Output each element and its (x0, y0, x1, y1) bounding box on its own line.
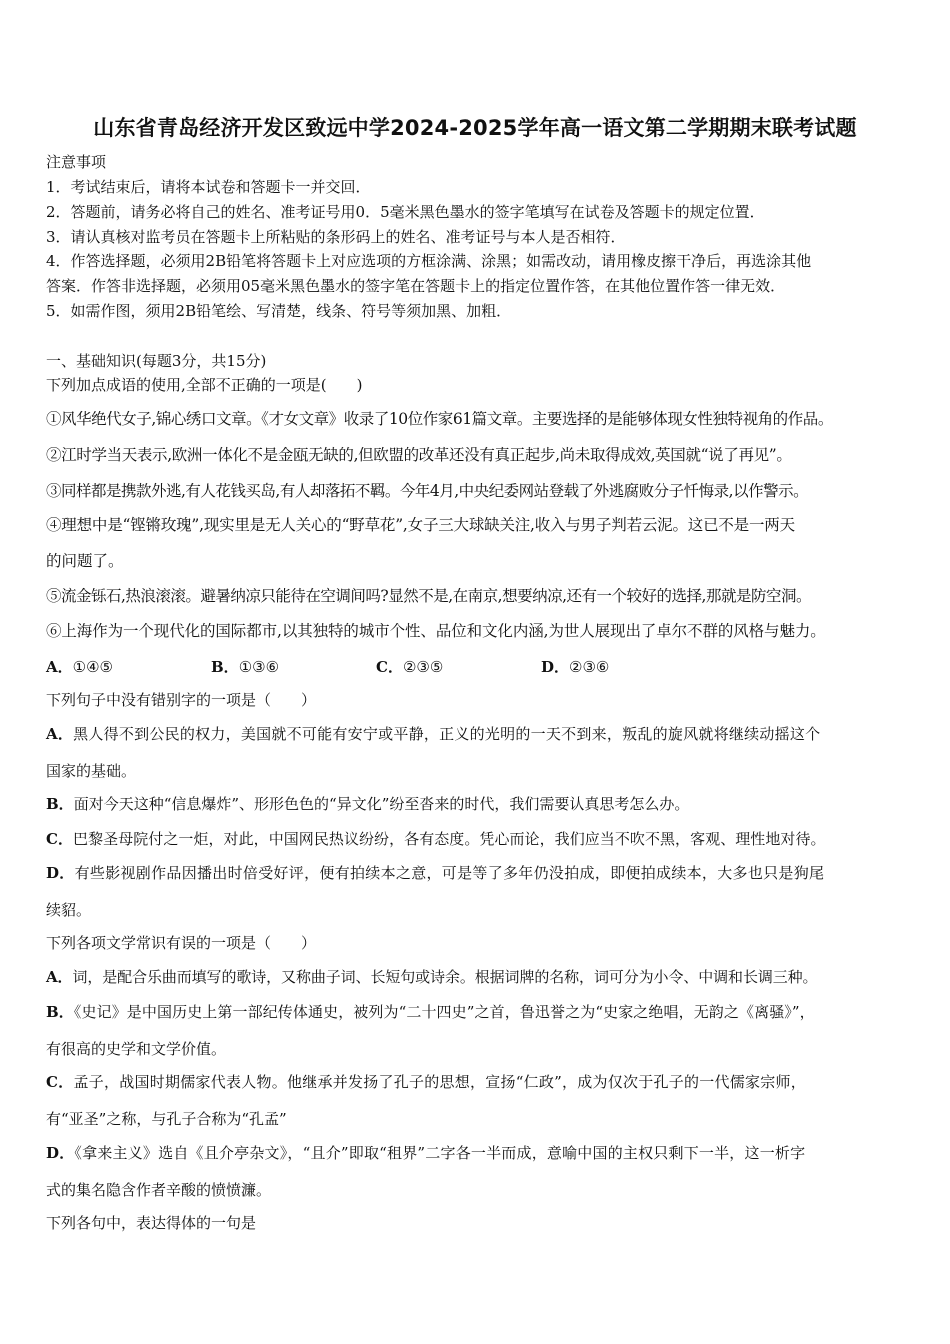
question-2-option (46, 863, 824, 883)
question-3-option (46, 1180, 271, 1200)
option-text: 有些影视剧作品因播出时倍受好评，便有拍续本之意，可是等了多年仍没拍成，即便拍成续本，大多也只是狗尾 (74, 864, 825, 882)
question-1-item: ③同样都是携款外逃,有人花钱买岛,有人却落拓不羁。今年4月,中央纪委网站登载了外逃腐败分子忏悔录,以作警示。 (46, 482, 809, 500)
option-text: 面对今天这种“信息爆炸”、形形色色的“异文化”纷至沓来的时代，我们需要认真思考怎么办。 (73, 795, 690, 813)
question-3-option (46, 967, 817, 987)
question-1-item: ②江时学当天表示,欧洲一体化不是金瓯无缺的,但欧盟的改革还没有真正起步,尚未取得成效,英国就“说了再见”。 (46, 446, 792, 464)
question-2-option (46, 829, 826, 849)
question-2-option (46, 724, 820, 744)
notice-line: 2．答题前，请务必将自己的姓名、准考证号用0．5毫米黑色墨水的签字笔填写在试卷及答题卡的规定位置． (46, 203, 765, 221)
option-label: B． (46, 795, 74, 813)
option-text: 巴黎圣母院付之一炬，对此，中国网民热议纷纷，各有态度。凭心而论，我们应当不吹不黑，客观、理性地对待。 (73, 830, 826, 848)
option-text: ①③⑥ (238, 658, 280, 676)
option-label: D． (541, 658, 570, 676)
option-a (46, 657, 211, 677)
question-3-option (46, 1039, 226, 1059)
option-text: 式的集名隐含作者辛酸的愤愤濂。 (46, 1181, 272, 1199)
option-text: ①④⑤ (72, 658, 113, 676)
option-text: 《拿来主义》选自《且介亭杂文》，“且介”即取“租界”二字各一半而成，意喻中国的主权只剩下一半，这一析字 (74, 1144, 806, 1162)
option-label: C． (46, 830, 74, 848)
option-text: 国家的基础。 (46, 762, 137, 780)
option-label: D． (46, 1144, 75, 1162)
option-text: 黑人得不到公民的权力，美国就不可能有安宁或平静，正义的光明的一天不到来，叛乱的旋风就将继续动摇这个 (73, 725, 821, 743)
question-3-option (46, 1109, 287, 1129)
option-label: A． (46, 968, 73, 986)
question-3-stem: 下列各项文学常识有误的一项是（ ） (46, 934, 317, 952)
question-2-stem: 下列句子中没有错别字的一项是（ ） (46, 691, 317, 709)
question-2-option (46, 900, 91, 920)
option-label: A． (46, 725, 74, 743)
option-d (541, 657, 706, 677)
option-text: 《史记》是中国历史上第一部纪传体通史，被列为“二十四史”之首，鲁迅誉之为“史家之绝唱，无韵之《离骚》”， (73, 1003, 815, 1021)
option-label: C． (376, 658, 403, 676)
question-2-option (46, 761, 136, 781)
question-1-item: 的问题了。 (46, 552, 124, 570)
question-1-item: ⑤流金铄石,热浪滚滚。避暑纳凉只能待在空调间吗?显然不是,在南京,想要纳凉,还有一个较好的选择,那就是防空洞。 (46, 587, 811, 605)
option-b (211, 657, 376, 677)
question-1-item: ⑥上海作为一个现代化的国际都市,以其独特的城市个性、品位和文化内涵,为世人展现出了卓尔不群的风格与魅力。 (46, 622, 826, 640)
option-c (376, 657, 541, 677)
question-2-option (46, 794, 689, 814)
option-text: ②③⑥ (569, 658, 610, 676)
option-label: A． (46, 658, 73, 676)
option-label: D． (46, 864, 75, 882)
notice-line: 5．如需作图，须用2B铅笔绘、写清楚，线条、符号等须加黑、加粗． (46, 302, 512, 320)
section-heading: 一、基础知识(每题3分，共15分) (46, 352, 267, 370)
option-text: ②③⑤ (402, 658, 444, 676)
option-label: C． (46, 1073, 74, 1091)
option-text: 孟子，战国时期儒家代表人物。他继承并发扬了孔子的思想，宣扬“仁政”，成为仅次于孔子的一代儒家宗师， (73, 1073, 807, 1091)
notice-heading: 注意事项 (46, 153, 107, 171)
notice-line: 答案．作答非选择题，必须用05毫米黑色墨水的签字笔在答题卡上的指定位置作答，在其他位置作答一律无效． (46, 277, 786, 295)
question-1-options (46, 657, 706, 677)
notice-line: 3．请认真核对监考员在答题卡上所粘贴的条形码上的姓名、准考证号与本人是否相符． (46, 228, 626, 246)
question-4-stem: 下列各句中，表达得体的一句是 (46, 1214, 257, 1232)
option-label: B． (211, 658, 239, 676)
question-1-item: ④理想中是“铿锵玫瑰”,现实里是无人关心的“野草花”,女子三大球缺关注,收入与男子判若云泥。这已不是一两天 (46, 516, 795, 534)
question-1-item: ①风华绝代女子,锦心绣口文章。《才女文章》收录了10位作家61篇文章。主要选择的是能够体现女性独特视角的作品。 (46, 410, 833, 428)
page-title: 山东省青岛经济开发区致远中学2024-2025学年高一语文第二学期期末联考试题 (93, 116, 857, 140)
option-label: B． (46, 1003, 74, 1021)
question-3-option (46, 1002, 815, 1022)
option-text: 续貂。 (46, 901, 92, 919)
question-3-option (46, 1143, 805, 1163)
option-text: 词，是配合乐曲而填写的歌诗，又称曲子词、长短句或诗余。根据词牌的名称，词可分为小令、中调和长调三种。 (72, 968, 818, 986)
question-1-stem: 下列加点成语的使用,全部不正确的一项是( ) (46, 376, 363, 394)
question-3-option (46, 1072, 806, 1092)
option-text: 有“亚圣”之称，与孔子合称为“孔孟” (46, 1110, 287, 1128)
notice-line: 4．作答选择题，必须用2B铅笔将答题卡上对应选项的方框涂满、涂黑；如需改动，请用橡皮擦干净后，再选涂其他 (46, 252, 812, 270)
option-text: 有很高的史学和文学价值。 (46, 1040, 227, 1058)
notice-line: 1．考试结束后，请将本试卷和答题卡一并交回． (46, 178, 371, 196)
